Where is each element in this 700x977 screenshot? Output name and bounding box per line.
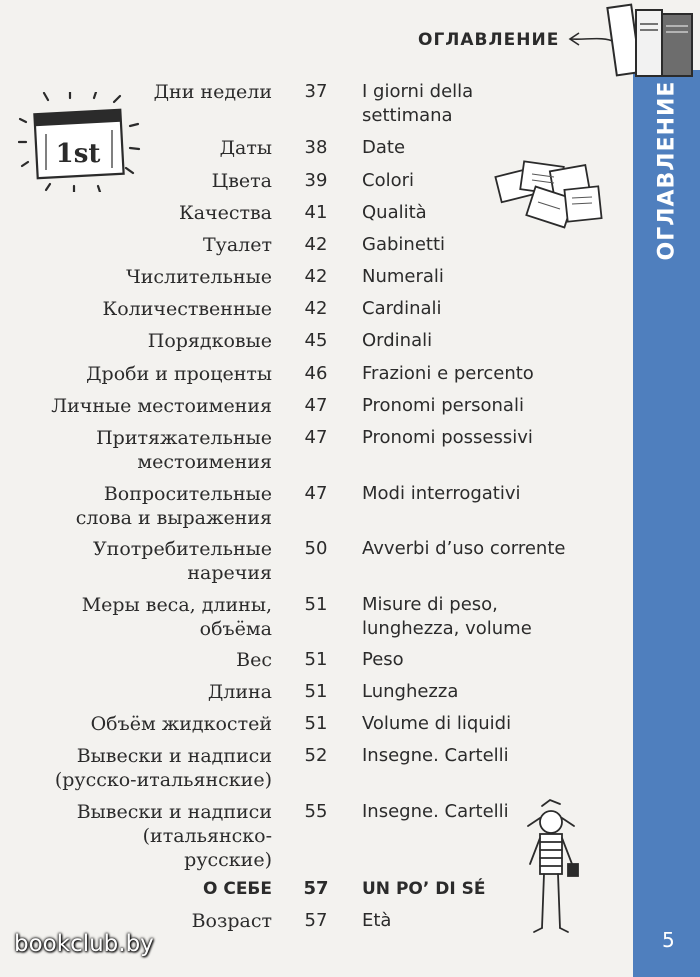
toc-italian-line: Cardinali <box>362 298 442 319</box>
toc-russian-line: Вопросительные <box>103 483 272 505</box>
toc-italian-title <box>362 233 445 257</box>
toc-italian-line: Avverbi d’uso corrente <box>362 538 566 559</box>
toc-russian-title <box>82 593 272 641</box>
toc-russian-title <box>212 169 272 193</box>
toc-russian-line: Туалет <box>202 234 272 256</box>
toc-russian-line: местоимения <box>137 451 272 473</box>
toc-italian-title <box>362 362 534 386</box>
toc-russian-title <box>93 537 272 585</box>
side-tab-label: ОГЛАВЛЕНИЕ <box>654 80 680 260</box>
toc-russian-line: Дни недели <box>153 81 272 103</box>
toc-italian-line: Colori <box>362 170 414 191</box>
toc-page-number: 51 <box>304 594 328 615</box>
toc-italian-title <box>362 909 391 933</box>
person-illustration-icon <box>520 798 582 944</box>
toc-page-number: 46 <box>304 363 328 384</box>
toc-italian-line: lunghezza, volume <box>362 618 532 639</box>
toc-italian-line: Volume di liquidi <box>362 713 512 734</box>
toc-italian-line: Frazioni e percento <box>362 363 534 384</box>
toc-russian-title <box>154 80 272 104</box>
toc-italian-line: Età <box>362 910 392 931</box>
header-title: ОГЛАВЛЕНИЕ <box>418 30 560 50</box>
calendar-icon <box>18 92 146 192</box>
toc-italian-line: I giorni della <box>362 81 474 102</box>
toc-page-number: 45 <box>304 330 328 351</box>
toc-italian-line: Qualità <box>362 202 427 223</box>
toc-russian-line: русские) <box>184 849 272 871</box>
toc-page-number: 52 <box>304 745 328 766</box>
toc-italian-line: Gabinetti <box>362 234 446 255</box>
toc-russian-title <box>103 297 272 321</box>
toc-russian-title <box>96 426 272 474</box>
toc-page-number: 47 <box>304 395 328 416</box>
toc-russian-line: Цвета <box>211 170 272 192</box>
toc-russian-title <box>51 394 272 418</box>
toc-russian-line: Меры веса, длины, <box>81 594 272 616</box>
toc-page-number: 47 <box>304 427 328 448</box>
toc-russian-line: Количественные <box>102 298 272 320</box>
toc-russian-line: Притяжательные <box>96 427 272 449</box>
toc-russian-title <box>220 136 272 160</box>
toc-italian-title <box>362 537 565 561</box>
toc-page-number: 51 <box>304 649 328 670</box>
toc-russian-line: Объём жидкостей <box>90 713 272 735</box>
toc-italian-line: Numerali <box>362 266 444 287</box>
toc-russian-title <box>91 712 272 736</box>
toc-italian-title <box>362 593 532 641</box>
toc-page-number: 39 <box>304 170 328 191</box>
toc-russian-title <box>86 362 272 386</box>
toc-russian-line: Возраст <box>191 910 272 932</box>
toc-italian-title <box>362 712 511 736</box>
books-illustration-icon <box>606 0 700 80</box>
toc-page-number: 42 <box>304 266 328 287</box>
toc-italian-line: Insegne. Cartelli <box>362 801 509 822</box>
page-number: 5 <box>662 928 675 952</box>
toc-italian-line: settimana <box>362 105 453 126</box>
toc-page-number: 51 <box>304 681 328 702</box>
toc-russian-line: (итальянско- <box>142 825 272 847</box>
toc-italian-line: Lunghezza <box>362 681 459 702</box>
toc-italian-title <box>362 394 524 418</box>
papers-illustration-icon <box>492 158 610 234</box>
toc-italian-title <box>362 297 442 321</box>
toc-italian-line: Peso <box>362 649 404 670</box>
watermark: bookclub.by <box>14 931 154 957</box>
toc-page-number: 42 <box>304 298 328 319</box>
toc-russian-line: Длина <box>207 681 272 703</box>
toc-russian-line: Даты <box>219 137 272 159</box>
toc-russian-title <box>148 329 272 353</box>
toc-page-number: 41 <box>304 202 328 223</box>
toc-russian-line: (русско-итальянские) <box>54 769 272 791</box>
calendar-label: 1st <box>55 139 101 169</box>
toc-russian-title <box>208 680 272 704</box>
toc-italian-title <box>362 136 405 160</box>
toc-russian-line: слова и выражения <box>75 507 272 529</box>
toc-russian-title <box>77 800 272 872</box>
side-tab-label-wrap <box>633 70 700 270</box>
toc-russian-line: Дроби и проценты <box>86 363 272 385</box>
toc-italian-title <box>362 648 404 672</box>
toc-italian-title <box>362 329 432 353</box>
toc-russian-line: О СЕБЕ <box>202 879 272 899</box>
toc-italian-line: Misure di peso, <box>362 594 498 615</box>
toc-italian-line: UN PO’ DI SÉ <box>362 879 486 899</box>
toc-russian-line: Личные местоимения <box>51 395 272 417</box>
toc-russian-title <box>203 233 272 257</box>
toc-page-number: 47 <box>304 483 328 504</box>
toc-italian-title <box>362 744 509 768</box>
toc-russian-line: наречия <box>187 562 272 584</box>
toc-italian-line: Date <box>362 137 406 158</box>
toc-russian-line: Порядковые <box>147 330 272 352</box>
toc-russian-line: объёма <box>199 618 272 640</box>
toc-italian-title <box>362 680 458 704</box>
toc-russian-line: Вес <box>236 649 272 671</box>
toc-italian-title <box>362 80 473 128</box>
toc-page-number: 38 <box>304 137 328 158</box>
toc-russian-title <box>126 265 272 289</box>
toc-russian-line: Числительные <box>126 266 272 288</box>
toc-page-number: 55 <box>304 801 328 822</box>
toc-italian-title <box>362 169 414 193</box>
toc-russian-line: Качества <box>178 202 272 224</box>
toc-russian-title <box>192 909 272 933</box>
toc-italian-line: Modi interrogativi <box>362 483 521 504</box>
toc-page-number: 37 <box>304 81 328 102</box>
toc-page-number: 57 <box>304 910 328 931</box>
toc-page-number: 51 <box>304 713 328 734</box>
toc-page-number: 42 <box>304 234 328 255</box>
toc-italian-title <box>362 426 533 450</box>
toc-page-number: 57 <box>303 878 329 899</box>
toc-italian-line: Pronomi personali <box>362 395 524 416</box>
toc-russian-line: Употребительные <box>92 538 272 560</box>
toc-italian-title <box>362 877 485 901</box>
toc-russian-title <box>236 648 272 672</box>
toc-russian-title <box>76 482 272 530</box>
toc-russian-title <box>55 744 272 792</box>
toc-russian-line: Вывески и надписи <box>76 801 272 823</box>
toc-russian-title <box>203 877 272 901</box>
toc-italian-title <box>362 265 444 289</box>
toc-russian-line: Вывески и надписи <box>76 745 272 767</box>
toc-italian-title <box>362 800 509 824</box>
toc-italian-line: Ordinali <box>362 330 433 351</box>
toc-russian-title <box>179 201 272 225</box>
toc-italian-line: Pronomi possessivi <box>362 427 533 448</box>
toc-italian-title <box>362 201 427 225</box>
toc-italian-line: Insegne. Cartelli <box>362 745 509 766</box>
toc-italian-title <box>362 482 521 506</box>
toc-page-number: 50 <box>304 538 328 559</box>
